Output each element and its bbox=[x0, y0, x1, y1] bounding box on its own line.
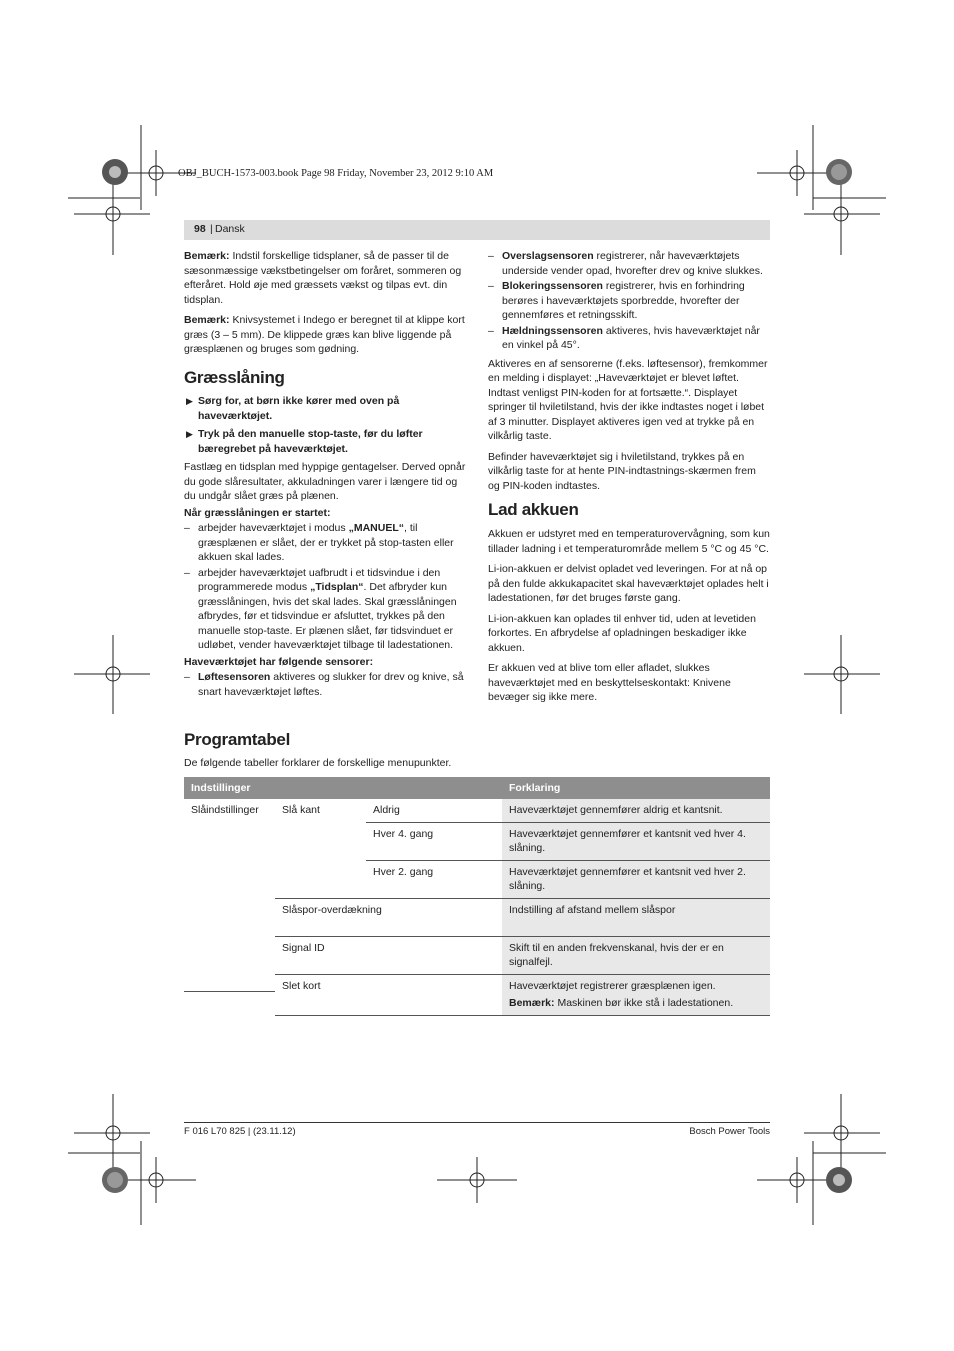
heading-program: Programtabel bbox=[184, 730, 290, 749]
cell-group: Slåindstillinger bbox=[191, 804, 259, 816]
page-number: 98 bbox=[194, 223, 206, 235]
arrow-right-icon: ▶ bbox=[186, 396, 193, 406]
header-explanation: Forklaring bbox=[502, 777, 770, 799]
list-item: – Overslagsensoren registrerer, når haveværktøjets underside vender opad, hvorefter drev og knive slukkes. bbox=[488, 250, 763, 277]
list-item: – Løftesensoren aktiveres og slukker for drev og knive, så snart haveværktøjet løftes. bbox=[184, 671, 464, 698]
left-column bbox=[184, 249, 466, 363]
list-item: – Hældningssensoren aktiveres, hvis haveværktøjet når en vinkel på 45°. bbox=[488, 324, 760, 351]
program-table bbox=[184, 777, 770, 1016]
heading-charge: Lad akkuen bbox=[488, 500, 579, 519]
list-item: – arbejder haveværktøjet i modus „MANUEL“, til græsplænen er slået, der er trykket på stop-tasten eller akkuen skal lades. bbox=[184, 522, 454, 563]
cell-explanation: Indstilling af afstand mellem slåspor bbox=[502, 898, 770, 936]
table-row bbox=[184, 799, 770, 822]
cell-explanation: Haveværktøjet gennemfører et kantsnit ved hver 2. slåning. bbox=[502, 860, 770, 898]
instruction-children: ▶ Sørg for, at børn ikke kører med oven på haveværktøjet. bbox=[186, 395, 400, 422]
footer-rule bbox=[184, 1122, 770, 1123]
cell-explanation bbox=[502, 974, 770, 1015]
cell-delete: Slet kort bbox=[275, 974, 502, 1015]
para-rest: Befinder haveværktøjet sig i hviletilstand, trykkes på en vilkårlig taste for at hente PIN-indtastnings-skærmen frem og PIN-koden indtastes. bbox=[488, 450, 756, 492]
para-activate: Aktiveres en af sensorerne (f.eks. løftesensor), fremkommer en melding i displayet: „Haveværktøjet er blevet løftet. Indtast venligst PIN-koden for at fortsætte.“. Displayet springer til hviletilstand, hvis der ikke indtastes noget i løbet af 3 minutter. Displayet aktiveres igen ved at trykke på en vilkårlig taste. bbox=[488, 357, 768, 442]
table-left-border bbox=[184, 991, 275, 992]
page-header-bar bbox=[184, 220, 770, 240]
cell-signal: Signal ID bbox=[275, 936, 502, 974]
footer-left: F 016 L70 825 | (23.11.12) bbox=[184, 1126, 296, 1137]
cell-edge: Slå kant bbox=[282, 804, 320, 816]
label-started: Når græsslåningen er startet: bbox=[184, 506, 331, 519]
right-column bbox=[488, 249, 770, 499]
program-intro: De følgende tabeller forklarer de forskellige menupunkter. bbox=[184, 757, 452, 769]
para-charge-empty: Er akkuen ved at blive tom eller afladet, slukkes haveværktøjet med en beskyttelseskontakt: Knivene bevæger sig ikke mere. bbox=[488, 662, 731, 703]
para-charge-temp: Akkuen er udstyret med en temperaturovervågning, som kun tillader ladning i et temperaturområde mellem 5 °C og 45 °C. bbox=[488, 528, 770, 555]
note-knife: Bemærk: Knivsystemet i Indego er beregnet til at klippe kort græs (3 – 5 mm). De klippede græs kan blive liggende på græsplænen og bruges som gødning. bbox=[184, 314, 465, 355]
label-sensors: Haveværktøjet har følgende sensorer: bbox=[184, 655, 374, 668]
note-seasonal: Bemærk: Indstil forskellige tidsplaner, så de passer til de sæsonmæssige vækstbetingelser om foråret, sommeren og efteråret. Hold øje med græssets vækst og tilpas evt. din tidsplan. bbox=[184, 250, 462, 306]
instruction-stop-key: ▶ Tryk på den manuelle stop-taste, før du løfter bæregrebet på haveværktøjet. bbox=[186, 428, 423, 455]
cell-overlap: Slåspor-overdækning bbox=[275, 898, 502, 936]
cell-sub: Hver 4. gang bbox=[366, 822, 502, 860]
para-schedule: Fastlæg en tidsplan med hyppige gentagelser. Derved opnår du gode slåresultater, akkuladningen varer i længere tid og du undgår slået græs på plænen. bbox=[184, 461, 466, 502]
cell-explanation: Haveværktøjet gennemfører et kantsnit ved hver 4. slåning. bbox=[502, 822, 770, 860]
list-item: – arbejder haveværktøjet uafbrudt i et tidsvindue i den programmerede modus „Tidsplan“. Det afbryder kun græsslåningen, hvis det skal lades. Skal græsslåningen afbrydes, før et tidsvindue er afsluttet, trykkes på den manuelle stop-taste. Er plænen slået, før tidsvinduet er udløbet, vender haveværktøjet tilbage til ladestationen. bbox=[184, 566, 457, 651]
list-item: – Blokeringssensoren registrerer, hvis en forhindring berøres i haveværktøjets sporbredde, hvorefter der gennemføres et retningsskift. bbox=[488, 280, 745, 321]
file-header: OBJ_BUCH-1573-003.book Page 98 Friday, November 23, 2012 9:10 AM bbox=[178, 168, 494, 179]
left-column-grass bbox=[184, 394, 466, 700]
para-charge-anytime: Li-ion-akkuen kan oplades til enhver tid, uden at levetiden forkortes. En afbrydelse af opladningen beskadiger ikke akkuen. bbox=[488, 612, 756, 654]
delete-note: Bemærk: Maskinen bør ikke stå i ladestationen. bbox=[509, 997, 734, 1009]
arrow-right-icon: ▶ bbox=[186, 429, 193, 439]
footer-right: Bosch Power Tools bbox=[689, 1126, 770, 1137]
header-settings: Indstillinger bbox=[184, 777, 502, 799]
cell-explanation: Haveværktøjet gennemfører aldrig et kantsnit. bbox=[502, 799, 770, 822]
cell-explanation: Skift til en anden frekvenskanal, hvis der er en signalfejl. bbox=[502, 936, 770, 974]
header-separator: | bbox=[210, 223, 213, 235]
cell-sub: Aldrig bbox=[373, 804, 400, 816]
right-column-charge bbox=[488, 527, 770, 711]
para-charge-first: Li-ion-akkuen er delvist opladet ved leveringen. For at nå op på den fulde akkukapacitet skal haveværktøjet oplades helt i ladestationen, før det bruges første gang. bbox=[488, 563, 769, 604]
delete-text: Haveværktøjet registrerer græsplænen igen. bbox=[509, 979, 716, 992]
heading-grass: Græsslåning bbox=[184, 368, 285, 387]
header-language: Dansk bbox=[215, 223, 245, 235]
cell-sub: Hver 2. gang bbox=[366, 860, 502, 898]
